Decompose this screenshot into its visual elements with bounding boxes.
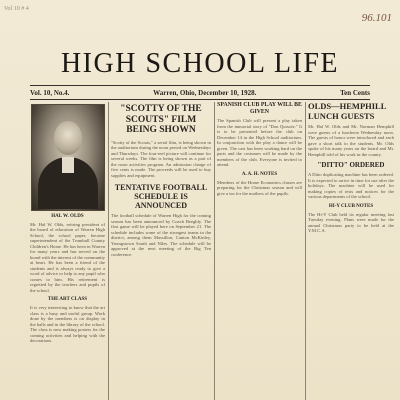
article-body: It is very interesting to know that the art class is a busy and useful group. Work done by the members is on display in the halls and in the library of the school. The class is now making posters for the coming activities and helping with the decorations. [30,305,105,343]
column-4 [308,102,394,400]
volume-number: Vol. 10, No.4. [30,88,70,97]
article-headline: HI-Y CLUB NOTES [328,203,374,209]
place-date: Warren, Ohio, December 10, 1928. [153,88,257,97]
article-body: "Scotty of the Scouts," a serial film, is being shown in the auditorium during the noon period on Wednesdays and Thursdays. The four-reel picture will continue for several weeks. The film is being shown as a part of the noon activities program. An admission charge of five cents is made. The proceeds will be used to buy supplies and equipment. [111,139,211,178]
article-body: A Ditto duplicating machine has been ordered. It is expected to arrive in time for use after the holidays. The machine will be used for making copies of tests and notices for the various departments of the school. [308,172,394,199]
article-headline: THE ART CLASS [47,297,88,302]
archive-number: 96.101 [361,12,392,24]
column-3 [217,102,302,400]
column-rule [108,102,109,400]
article-body: Mr. Hal W. Olds, retiring president of the board of education of Warren High School, the school paper, became superintendent of the Trumbull County Children's Home. He has been in Warren for many years and has served on the board with the interest of the community at heart. He has been a friend of the students and is always ready to give a word of advice or help to any pupil who comes to him. His retirement is regretted by the teachers and pupils of the school. [30,221,105,293]
article-headline: "DITTO" ORDERED [317,161,385,169]
column-2 [111,102,211,400]
masthead-title: HIGH SCHOOL LIFE [60,48,340,79]
pencil-note-volume: Vol 10 # 4 [4,6,29,12]
article-body: Mr. Hal W. Olds and Mr. Norman Hemphill were guests of a luncheon Wednesday noon. The guests of honor were introduced and each gave a short talk to the students. Mr. Olds spoke of his many years on the board and Mr. Hemphill told of his work in the county. [308,124,394,157]
article-headline: TENTATIVE FOOTBALL SCHEDULE IS ANNOUNCED [114,183,208,210]
article-body: The Hi-Y Club held its regular meeting last Tuesday evening. Plans were made for the annual Christmas party to be held at the Y.M.C.A. [308,211,394,233]
photo-caption: HAL W. OLDS [51,214,84,219]
portrait-photo [31,104,105,211]
column-1 [30,102,105,400]
price: Ten Cents [340,88,370,97]
dateline-bar [30,85,370,100]
article-body: Members of the Home Economics classes are preparing for the Christmas season and will give a tea for the mothers of the pupils. [217,179,302,196]
article-headline: A. A. H. NOTES [241,171,278,177]
article-headline: SPANISH CLUB PLAY WILL BE GIVEN [217,102,302,115]
article-headline: OLDS—HEMPHILL LUNCH GUESTS [308,102,386,121]
article-body: The Spanish Club will present a play taken from the immortal story of "Don Quixote." It is to be presented before the club on December 14 in the High School auditorium. In conjunction with the play a dance will be given. The cast has been working hard on the parts and the costumes will be made by the members of the club. Everyone is invited to attend. [217,118,302,168]
article-body: The football schedule of Warren High for the coming season has been announced by Coach Beeghly. The first game will be played here on September 21. The schedule includes some of the strongest teams in the district, among them Massillon, Canton McKinley, Youngstown South and Niles. The schedule will be approved at the next meeting of the Big Ten conference. [111,213,211,257]
column-rule [214,102,215,400]
column-rule [305,102,306,400]
article-headline: "SCOTTY OF THE SCOUTS" FILM BEING SHOWN [120,104,202,135]
